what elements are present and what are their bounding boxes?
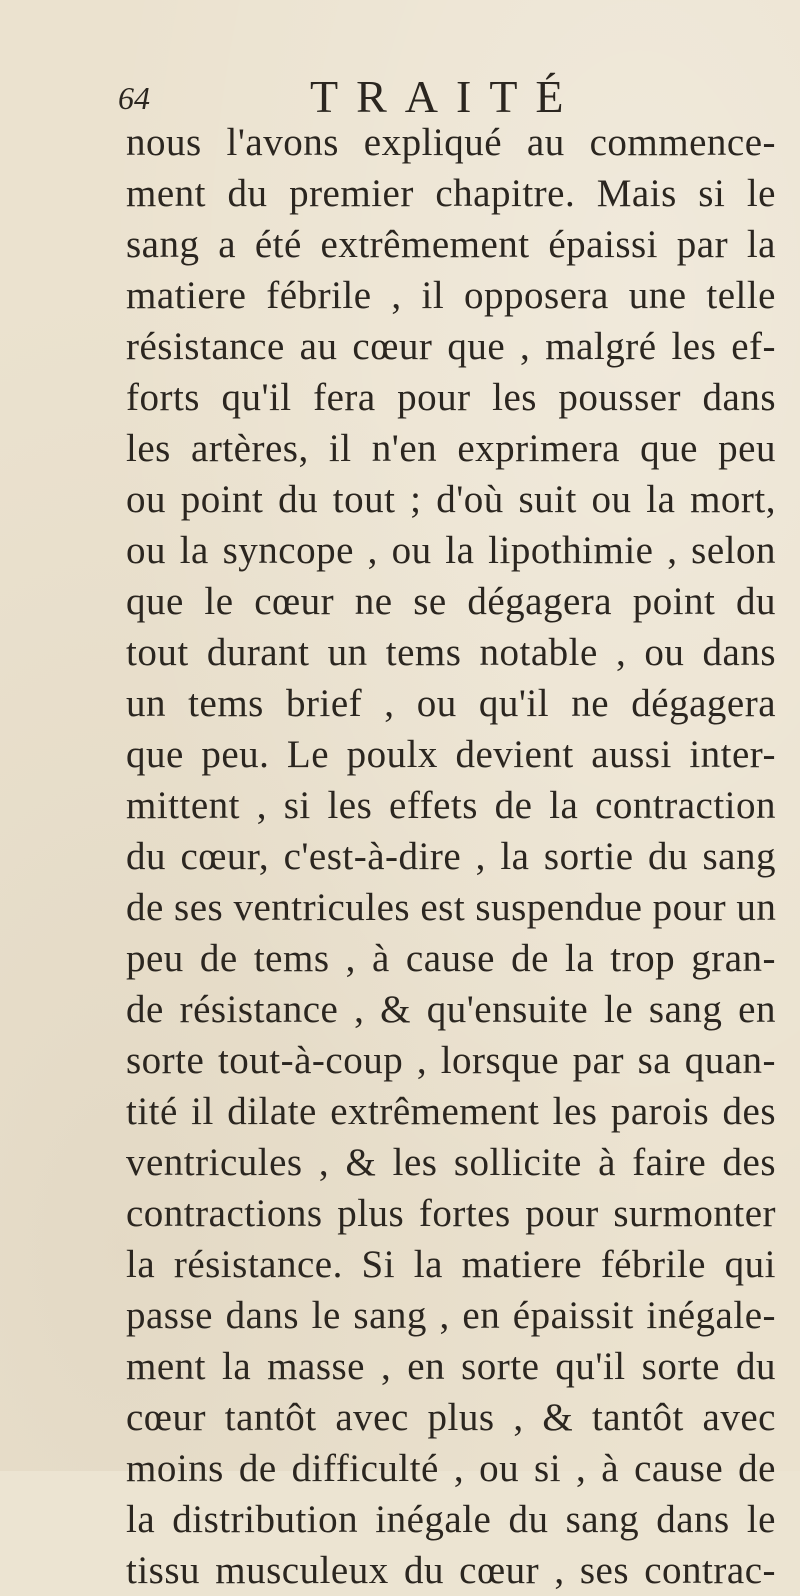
text-line: forts qu'il fera pour les pousser dans — [126, 376, 776, 419]
text-line: que peu. Le poulx devient aussi inter- — [126, 733, 776, 776]
text-line: ventricules , & les sollicite à faire des — [126, 1141, 776, 1184]
text-line: sorte tout-à-coup , lorsque par sa quan- — [126, 1039, 776, 1082]
text-line: tissu musculeux du cœur , ses contrac- — [126, 1549, 776, 1592]
text-line: passe dans le sang , en épaissit inégale- — [126, 1294, 776, 1337]
text-line: mittent , si les effets de la contraction — [126, 784, 776, 827]
text-line: la distribution inégale du sang dans le — [126, 1498, 776, 1541]
text-line: contractions plus fortes pour surmonter — [126, 1192, 776, 1235]
text-line: ment du premier chapitre. Mais si le — [126, 172, 776, 215]
text-line: que le cœur ne se dégagera point du — [126, 580, 776, 623]
text-line: la résistance. Si la matiere fébrile qui — [126, 1243, 776, 1286]
text-line: cœur tantôt avec plus , & tantôt avec — [126, 1396, 776, 1439]
text-line: moins de difficulté , ou si , à cause de — [126, 1447, 776, 1490]
text-line: ou point du tout ; d'où suit ou la mort, — [126, 478, 776, 521]
text-line: peu de tems , à cause de la trop gran- — [126, 937, 776, 980]
running-head: TRAITÉ — [310, 71, 582, 122]
text-line: de ses ventricules est suspendue pour un — [126, 886, 777, 929]
text-line: du cœur, c'est-à-dire , la sortie du sang — [126, 835, 776, 878]
text-line: ou la syncope , ou la lipothimie , selon — [126, 529, 776, 572]
body-text — [126, 117, 776, 1596]
text-line: tité il dilate extrêmement les parois des — [126, 1090, 776, 1133]
text-line: tout durant un tems notable , ou dans — [126, 631, 776, 674]
page-header — [110, 70, 710, 122]
page-number: 64 — [118, 80, 150, 116]
text-line: un tems brief , ou qu'il ne dégagera — [126, 682, 776, 725]
text-line: de résistance , & qu'ensuite le sang en — [126, 988, 776, 1031]
text-line: nous l'avons expliqué au commence- — [126, 121, 776, 164]
text-line: les artères, il n'en exprimera que peu — [126, 427, 776, 470]
text-line: résistance au cœur que , malgré les ef- — [126, 325, 776, 368]
text-line: sang a été extrêmement épaissi par la — [126, 223, 776, 266]
text-line: matiere fébrile , il opposera une telle — [126, 274, 776, 317]
text-line: ment la masse , en sorte qu'il sorte du — [126, 1345, 776, 1388]
